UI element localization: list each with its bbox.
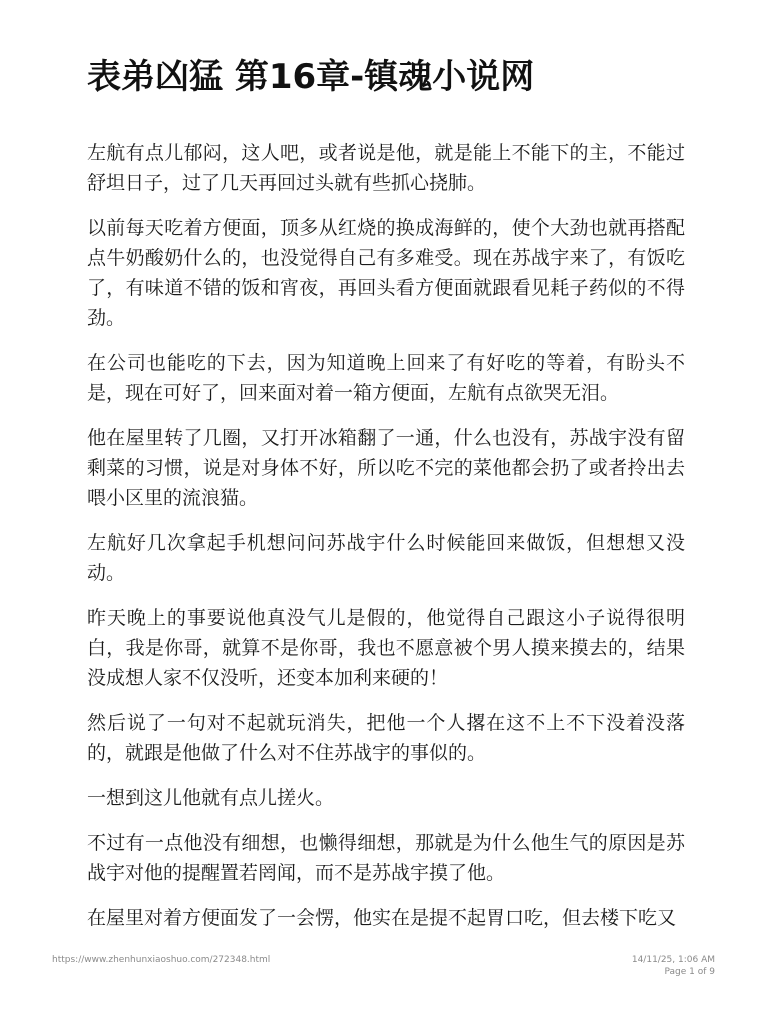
paragraph: 然后说了一句对不起就玩消失，把他一个人撂在这不上不下没着没落的，就跟是他做了什么对不住苏战宇的事似的。: [87, 712, 685, 764]
paragraph: 昨天晚上的事要说他真没气儿是假的，他觉得自己跟这小子说得很明白，我是你哥，就算不是你哥，我也不愿意被个男人摸来摸去的，结果没成想人家不仅没听，还变本加利来硬的！: [87, 607, 685, 689]
paragraph: 在屋里对着方便面发了一会愣，他实在是提不起胃口吃，但去楼下吃又: [87, 907, 677, 929]
source-url: https://www.zhenhunxiaoshuo.com/272348.html: [52, 955, 271, 965]
paragraph: 不过有一点他没有细想，也懒得细想，那就是为什么他生气的原因是苏战宇对他的提醒置若罔闻，而不是苏战宇摸了他。: [87, 832, 685, 884]
article-body: [87, 138, 685, 948]
paragraph: 他在屋里转了几圈，又打开冰箱翻了一通，什么也没有，苏战宇没有留剩菜的习惯，说是对身体不好，所以吃不完的菜他都会扔了或者拎出去喂小区里的流浪猫。: [87, 427, 685, 509]
page-number: Page 1 of 9: [664, 967, 715, 977]
print-datetime: 14/11/25, 1:06 AM: [631, 955, 715, 965]
paragraph: 左航有点儿郁闷，这人吧，或者说是他，就是能上不能下的主，不能过舒坦日子，过了几天再回过头就有些抓心挠肺。: [87, 142, 685, 194]
print-meta: [632, 954, 715, 978]
paragraph: 以前每天吃着方便面，顶多从红烧的换成海鲜的，使个大劲也就再搭配点牛奶酸奶什么的，也没觉得自己有多难受。现在苏战宇来了，有饭吃了，有味道不错的饭和宵夜，再回头看方便面就跟看见耗子药似的不得劲。: [87, 217, 685, 329]
page-title: 表弟凶猛 第16章-镇魂小说网: [87, 57, 535, 97]
paragraph: 左航好几次拿起手机想问问苏战宇什么时候能回来做饭，但想想又没动。: [87, 532, 685, 584]
paragraph: 一想到这儿他就有点儿搓火。: [87, 787, 335, 809]
paragraph: 在公司也能吃的下去，因为知道晚上回来了有好吃的等着，有盼头不是，现在可好了，回来面对着一箱方便面，左航有点欲哭无泪。: [87, 352, 685, 404]
